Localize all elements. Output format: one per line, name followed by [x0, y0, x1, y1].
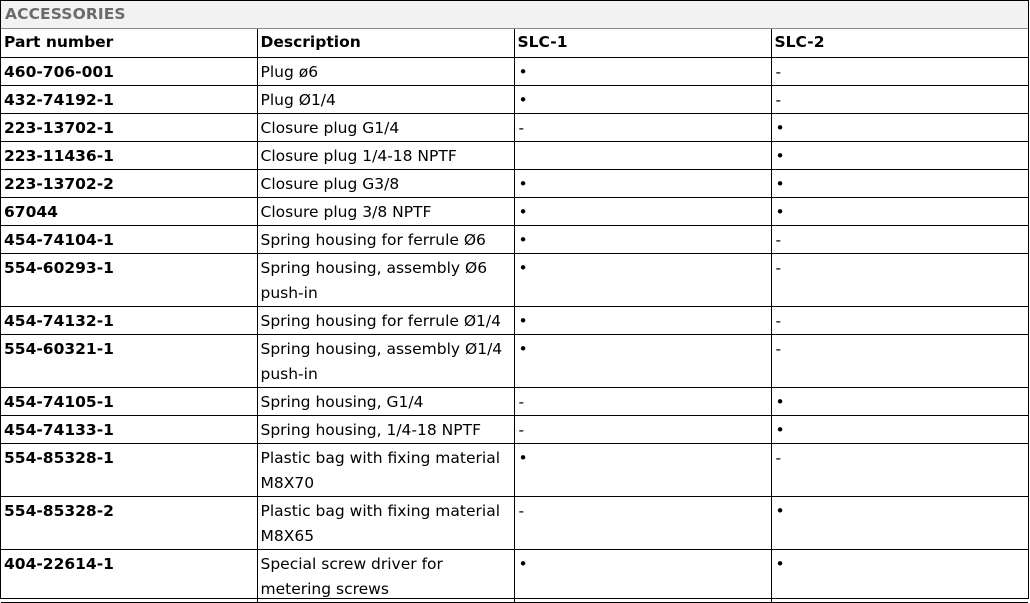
table-row — [1, 58, 1028, 86]
slc-1-cell: • — [514, 170, 771, 198]
slc-2-cell: • — [771, 142, 1028, 170]
slc-1-cell: • — [514, 58, 771, 86]
part-number-cell: 404-22614-1 — [1, 550, 257, 603]
part-number-cell: 432-74192-1 — [1, 86, 257, 114]
table-row — [1, 416, 1028, 444]
description-cell: Spring housing, 1/4-18 NPTF — [257, 416, 514, 444]
table-row — [1, 86, 1028, 114]
slc-1-cell: - — [514, 388, 771, 416]
slc-2-cell: • — [771, 388, 1028, 416]
slc-2-cell: - — [771, 444, 1028, 497]
table-row — [1, 550, 1028, 603]
table-row — [1, 254, 1028, 307]
part-number-cell: 223-11436-1 — [1, 142, 257, 170]
slc-1-cell: • — [514, 226, 771, 254]
slc-1-cell: • — [514, 307, 771, 335]
slc-2-cell: - — [771, 335, 1028, 388]
part-number-cell: 554-85328-1 — [1, 444, 257, 497]
part-number-cell: 454-74132-1 — [1, 307, 257, 335]
description-cell: Plastic bag with fixing material M8X70 — [257, 444, 514, 497]
description-cell: Closure plug 3/8 NPTF — [257, 198, 514, 226]
accessories-table — [1, 29, 1028, 603]
table-row — [1, 307, 1028, 335]
slc-1-cell: • — [514, 86, 771, 114]
slc-2-cell: - — [771, 58, 1028, 86]
description-cell: Spring housing, G1/4 — [257, 388, 514, 416]
part-number-cell: 223-13702-1 — [1, 114, 257, 142]
part-number-cell: 454-74104-1 — [1, 226, 257, 254]
table-row — [1, 198, 1028, 226]
slc-1-cell: - — [514, 114, 771, 142]
description-cell: Closure plug G1/4 — [257, 114, 514, 142]
part-number-cell: 554-85328-2 — [1, 497, 257, 550]
table-header-row — [1, 29, 1028, 58]
slc-2-cell: - — [771, 254, 1028, 307]
table-title: ACCESSORIES — [1, 1, 1028, 29]
description-cell: Plug ø6 — [257, 58, 514, 86]
description-cell: Plug Ø1/4 — [257, 86, 514, 114]
slc-2-cell: - — [771, 307, 1028, 335]
table-row — [1, 226, 1028, 254]
slc-1-cell: • — [514, 550, 771, 603]
description-cell: Spring housing for ferrule Ø6 — [257, 226, 514, 254]
description-cell: Plastic bag with fixing material M8X65 — [257, 497, 514, 550]
slc-1-cell: • — [514, 335, 771, 388]
slc-2-cell: • — [771, 550, 1028, 603]
description-cell: Spring housing, assembly Ø6 push-in — [257, 254, 514, 307]
header-description: Description — [257, 29, 514, 58]
slc-2-cell: - — [771, 226, 1028, 254]
slc-1-cell: • — [514, 254, 771, 307]
part-number-cell: 454-74133-1 — [1, 416, 257, 444]
part-number-cell: 223-13702-2 — [1, 170, 257, 198]
slc-2-cell: • — [771, 198, 1028, 226]
table-row — [1, 444, 1028, 497]
table-row — [1, 114, 1028, 142]
part-number-cell: 454-74105-1 — [1, 388, 257, 416]
table-row — [1, 170, 1028, 198]
table-row — [1, 335, 1028, 388]
slc-2-cell: • — [771, 170, 1028, 198]
part-number-cell: 460-706-001 — [1, 58, 257, 86]
header-part-number: Part number — [1, 29, 257, 58]
slc-1-cell — [514, 142, 771, 170]
slc-1-cell: • — [514, 444, 771, 497]
slc-2-cell: • — [771, 416, 1028, 444]
header-slc-2: SLC-2 — [771, 29, 1028, 58]
part-number-cell: 554-60321-1 — [1, 335, 257, 388]
slc-2-cell: • — [771, 114, 1028, 142]
description-cell: Closure plug G3/8 — [257, 170, 514, 198]
part-number-cell: 67044 — [1, 198, 257, 226]
table-row — [1, 497, 1028, 550]
description-cell: Spring housing for ferrule Ø1/4 — [257, 307, 514, 335]
slc-2-cell: • — [771, 497, 1028, 550]
slc-2-cell: - — [771, 86, 1028, 114]
description-cell: Spring housing, assembly Ø1/4 push-in — [257, 335, 514, 388]
table-row — [1, 388, 1028, 416]
slc-1-cell: - — [514, 497, 771, 550]
description-cell: Special screw driver for metering screws — [257, 550, 514, 603]
part-number-cell: 554-60293-1 — [1, 254, 257, 307]
table-row — [1, 142, 1028, 170]
header-slc-1: SLC-1 — [514, 29, 771, 58]
description-cell: Closure plug 1/4-18 NPTF — [257, 142, 514, 170]
slc-1-cell: • — [514, 198, 771, 226]
slc-1-cell: - — [514, 416, 771, 444]
